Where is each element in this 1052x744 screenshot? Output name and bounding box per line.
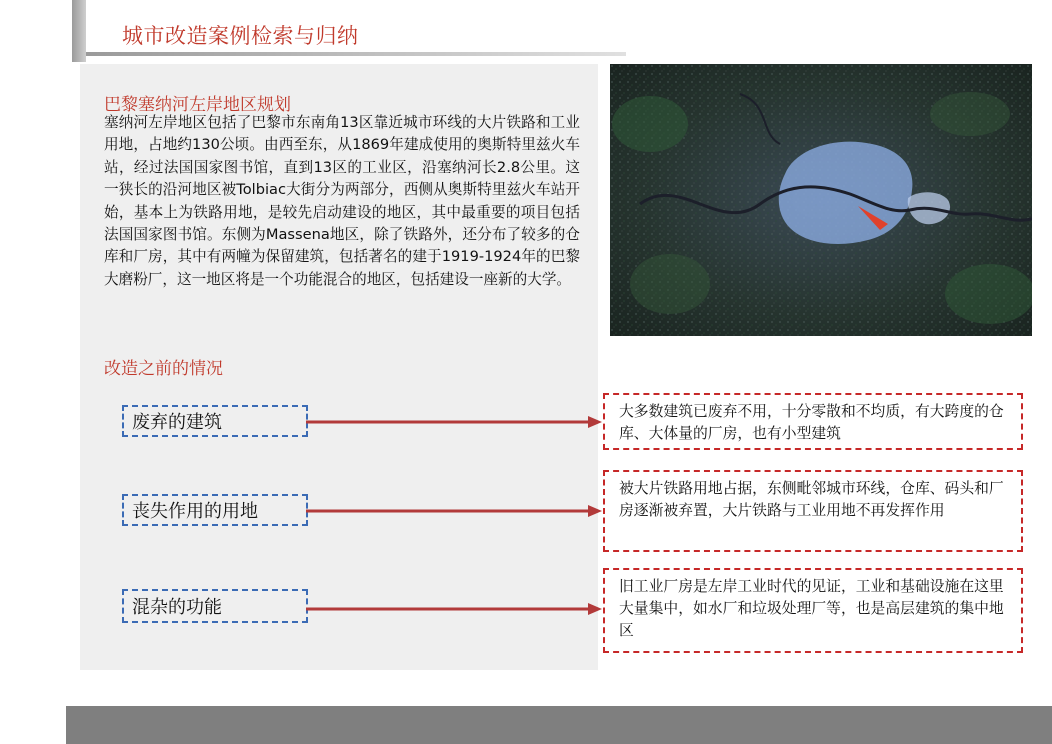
title-accent-tab <box>72 0 86 62</box>
desc-functionless-land: 被大片铁路用地占据，东侧毗邻城市环线，仓库、码头和厂房逐渐被弃置，大片铁路与工业用地不再发挥作用 <box>603 470 1023 552</box>
label-abandoned-buildings: 废弃的建筑 <box>122 405 308 437</box>
before-heading: 改造之前的情况 <box>104 359 223 379</box>
footer-bar <box>66 706 1052 744</box>
right-arrow-icon <box>306 412 606 432</box>
right-arrow-icon <box>306 501 606 521</box>
case-heading: 巴黎塞纳河左岸地区规划 <box>104 95 291 115</box>
label-mixed-functions: 混杂的功能 <box>122 589 308 623</box>
right-arrow-icon <box>306 599 606 619</box>
case-description: 塞纳河左岸地区包括了巴黎市东南角13区靠近城市环线的大片铁路和工业用地，占地约130公顷。由西至东，从1869年建成使用的奥斯特里兹火车站，经过法国国家图书馆，直到13区的工业区，沿塞纳河长2.8公里。这一狭长的沿河地区被Tolbiac大街分为两部分，西侧从奥斯特里兹火车站开始，基本上为铁路用地，是较先启动建设的地区，其中最重要的项目包括法国国家图书馆。东侧为Massena地区，除了铁路外，还分布了较多的仓库和厂房，其中有两幢为保留建筑，包括著名的建于1919-1924年的巴黎大磨粉厂，这一地区将是一个功能混合的地区，包括建设一座新的大学。 <box>104 114 580 288</box>
desc-mixed-functions: 旧工业厂房是左岸工业时代的见证，工业和基础设施在这里大量集中，如水厂和垃圾处理厂等，也是高层建筑的集中地区 <box>603 568 1023 653</box>
desc-abandoned-buildings: 大多数建筑已废弃不用，十分零散和不均质，有大跨度的仓库、大体量的厂房，也有小型建筑 <box>603 393 1023 450</box>
page-title: 城市改造案例检索与归纳 <box>122 24 359 48</box>
title-divider <box>86 52 626 56</box>
paris-satellite-map <box>610 64 1032 336</box>
label-functionless-land: 丧失作用的用地 <box>122 494 308 526</box>
